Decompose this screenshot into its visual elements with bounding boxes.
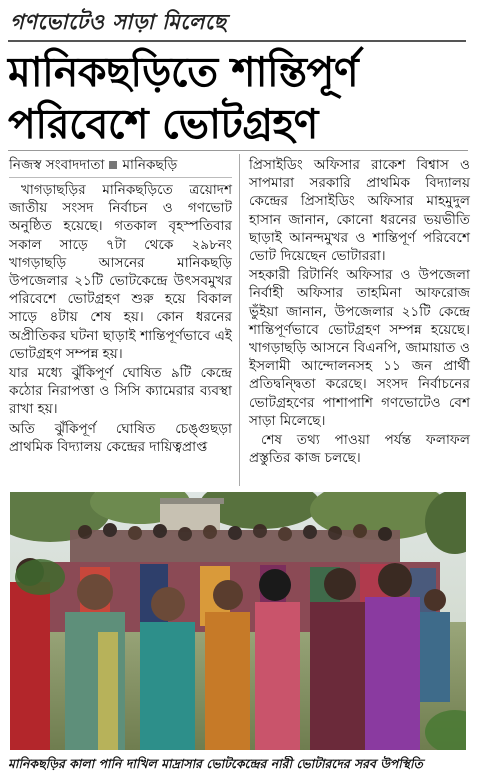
kicker: গণভোটেও সাড়া মিলেছে (10, 10, 227, 34)
headline (8, 46, 470, 150)
byline (9, 156, 232, 178)
body-paragraph: যার মধ্যে ঝুঁকিপূর্ণ ঘোষিত ৯টি কেন্দ্রে কঠোর নিরাপত্তা ও সিসি ক্যামেরার ব্যবস্থা রাখা হয়। (9, 365, 232, 418)
news-photo (10, 492, 466, 750)
byline-location: মানিকছড়ি (122, 157, 178, 173)
headline-line-1: মানিকছড়িতে শান্তিপূর্ণ (8, 48, 359, 96)
headline-line-2: পরিবেশে ভোটগ্রহণ (8, 100, 318, 148)
square-bullet-icon (109, 161, 117, 169)
voter-queue-photo (10, 492, 466, 750)
photo-caption: মানিকছড়ির কালা পানি দাখিল মাদ্রাসার ভোটকেন্দ্রের নারী ভোটারদের সরব উপস্থিতি (8, 756, 423, 771)
column-divider (239, 154, 240, 486)
body-paragraph: অতি ঝুঁকিপূর্ণ ঘোষিত চেঙ্গুছড়া প্রাথমিক বিদ্যালয় কেন্দ্রের দায়িত্বপ্রাপ্ত (9, 420, 232, 455)
body-paragraph: সহকারী রিটার্নিং অফিসার ও উপজেলা নির্বাহী অফিসার তাহমিনা আফরোজ ভুঁইয়া জানান, উপজেলার ২১টি কেন্দ্রে শান্তিপূর্ণভাবে ভোটগ্রহণ সম্পন্ন হয়েছে। খাগড়াছড়ি আসনে বিএনপি, জামায়াত ও ইসলামী আন্দোলনসহ ১১ জন প্রার্থী প্রতিদ্বন্দ্বিতা করেছে। সংসদ নির্বাচনের ভোটগ্রহণের পাশাপাশি গণভোটেও বেশ সাড়া মিলেছে। (249, 267, 470, 429)
body-paragraph: প্রিসাইডিং অফিসার রাকেশ বিশ্বাস ও সাপমারা সরকারি প্রাথমিক বিদ্যালয় কেন্দ্রের প্রিসাইডিং অফিসার মাহমুদুল হাসান জানান, কোনো ধরনের ভয়ভীতি ছাড়াই আনন্দমুখর ও শান্তিপূর্ণ পরিবেশে ভোট দিয়েছেন ভোটাররা। (249, 157, 470, 265)
left-column (9, 156, 232, 457)
body-paragraph: খাগড়াছড়ির মানিকছড়িতে ত্রয়োদশ জাতীয় সংসদ নির্বাচন ও গণভোট অনুষ্ঠিত হয়েছে। গতকাল বৃহস্পতিবার সকাল সাড়ে ৭টা থেকে ২৯৮নং খাগড়াছড়ি আসনের মানিকছড়ি উপজেলার ২১টি ভোটকেন্দ্রে উৎসবমুখর পরিবেশে ভোটগ্রহণ শুরু হয়ে বিকাল সাড়ে ৪টায় শেষ হয়। কোন ধরনের অপ্রীতিকর ঘটনা ছাড়াই শান্তিপূর্ণভাবে এই ভোটগ্রহণ সম্পন্ন হয়। (9, 182, 232, 362)
byline-reporter: নিজস্ব সংবাদদাতা (9, 157, 105, 173)
kicker-rule (8, 40, 466, 42)
body-paragraph: শেষ তথ্য পাওয়া পর্যন্ত ফলাফল প্রস্তুতির কাজ চলছে। (249, 432, 470, 467)
right-column (249, 156, 470, 468)
headline-rule (8, 150, 468, 151)
